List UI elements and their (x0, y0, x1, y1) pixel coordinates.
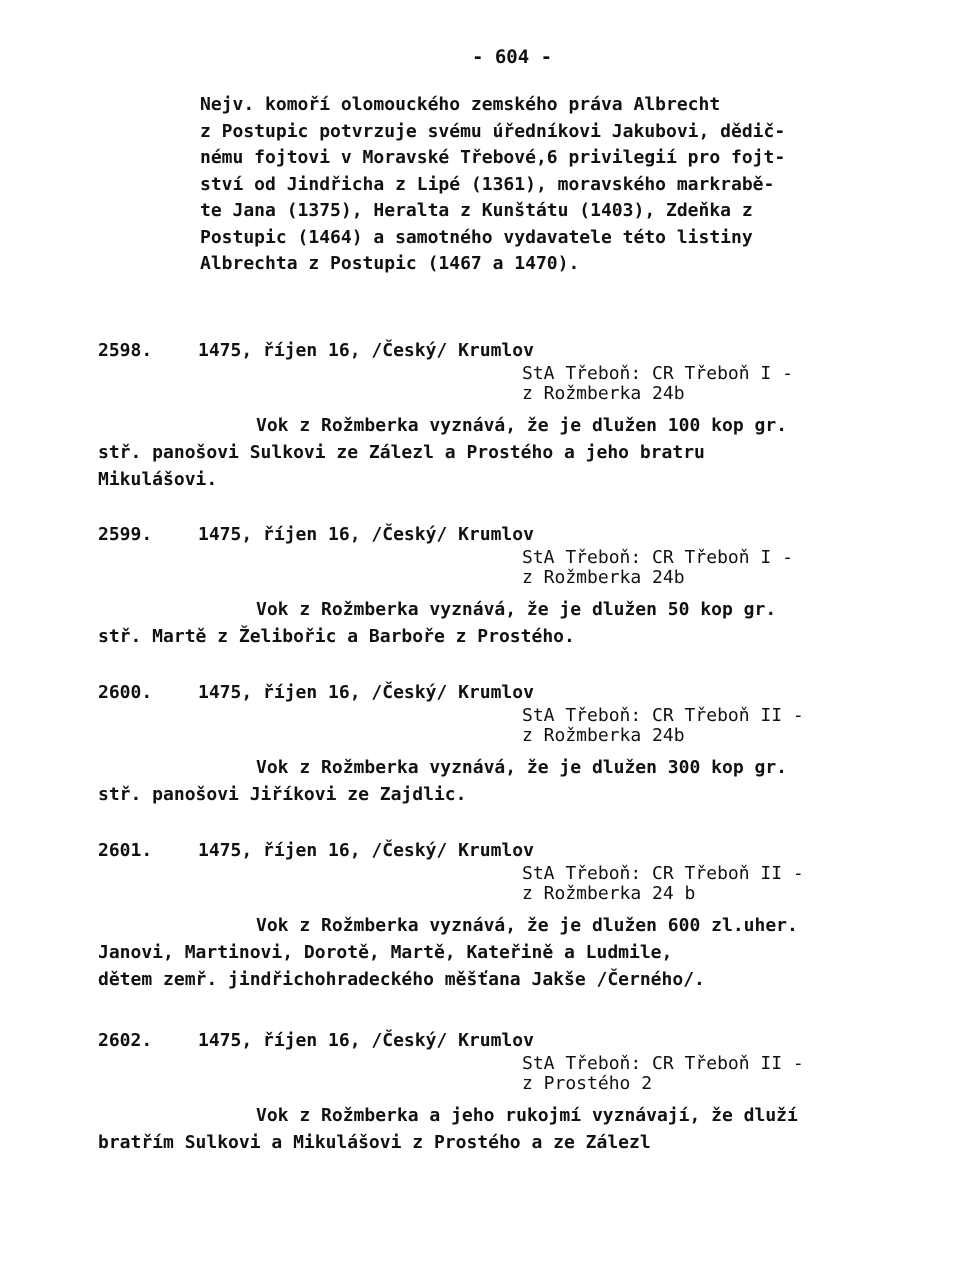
archive-reference (522, 548, 898, 588)
entry-text (98, 754, 898, 808)
entry-text-line: Janovi, Martinovi, Dorotě, Martě, Kateřině a Ludmile, (98, 942, 673, 963)
archive-reference (522, 364, 898, 404)
entry-text-line: Vok z Rožmberka a jeho rukojmí vyznávají, že dluží (256, 1105, 798, 1126)
entry-date-place: 1475, říjen 16, /Český/ Krumlov (198, 840, 534, 861)
entry-text-line: dětem zemř. jindřichohradeckého měšťana Jakše /Černého/. (98, 969, 705, 990)
entry-number: 2600. (98, 682, 153, 703)
intro-line: z Postupic potvrzuje svému úředníkovi Jakubovi, dědič- (200, 120, 786, 142)
archive-line: z Rožmberka 24b (522, 383, 685, 404)
archive-line: StA Třeboň: CR Třeboň II - (522, 863, 804, 884)
entry-2601 (98, 838, 898, 993)
entry-text-line: stř. panošovi Sulkovi ze Zálezl a Prostého a jeho bratru (98, 442, 705, 463)
intro-paragraph (200, 92, 880, 278)
entry-date-place: 1475, říjen 16, /Český/ Krumlov (198, 340, 534, 361)
entry-2602 (98, 1028, 898, 1156)
entry-text (98, 1102, 898, 1156)
archive-line: z Prostého 2 (522, 1073, 653, 1094)
entry-text (98, 412, 898, 493)
entry-head (98, 522, 898, 548)
entry-head (98, 680, 898, 706)
entry-number: 2599. (98, 524, 153, 545)
entry-text-line: stř. Martě z Želibořic a Barboře z Prostého. (98, 626, 575, 647)
archive-reference (522, 1054, 898, 1094)
entry-date-place: 1475, říjen 16, /Český/ Krumlov (198, 682, 534, 703)
archive-reference (522, 864, 898, 904)
intro-line: Albrechta z Postupic (1467 a 1470). (200, 253, 580, 274)
entry-text (98, 596, 898, 650)
archive-line: z Rožmberka 24 b (522, 883, 696, 904)
archive-line: StA Třeboň: CR Třeboň II - (522, 705, 804, 726)
archive-reference (522, 706, 898, 746)
entry-text-line: bratřím Sulkovi a Mikulášovi z Prostého a ze Zálezl (98, 1132, 651, 1153)
entry-text-line: Vok z Rožmberka vyznává, že je dlužen 600 zl.uher. (256, 915, 798, 936)
intro-line: Postupic (1464) a samotného vydavatele této listiny (200, 226, 753, 248)
entry-text-line: Vok z Rožmberka vyznává, že je dlužen 100 kop gr. (256, 415, 788, 436)
archive-line: StA Třeboň: CR Třeboň II - (522, 1053, 804, 1074)
entry-text-line: Mikulášovi. (98, 469, 218, 490)
archive-line: StA Třeboň: CR Třeboň I - (522, 363, 793, 384)
entry-2599 (98, 522, 898, 650)
archive-line: z Rožmberka 24b (522, 725, 685, 746)
entry-2598 (98, 338, 898, 493)
entry-2600 (98, 680, 898, 808)
archive-line: z Rožmberka 24b (522, 567, 685, 588)
intro-line: ství od Jindřicha z Lipé (1361), moravského markrabě- (200, 173, 775, 195)
intro-line: Nejv. komoří olomouckého zemského práva Albrecht (200, 94, 721, 115)
entry-text-line: stř. panošovi Jiříkovi ze Zajdlic. (98, 784, 467, 805)
entry-text-line: Vok z Rožmberka vyznává, že je dlužen 300 kop gr. (256, 757, 788, 778)
intro-line: nému fojtovi v Moravské Třebové,6 privilegií pro fojt- (200, 147, 786, 168)
entry-text (98, 912, 898, 993)
entry-text-line: Vok z Rožmberka vyznává, že je dlužen 50 kop gr. (256, 599, 777, 620)
intro-line: te Jana (1375), Heralta z Kunštátu (1403), Zdeňka z (200, 200, 753, 221)
entry-number: 2602. (98, 1030, 153, 1051)
page-number: - 604 - (471, 46, 553, 68)
entry-date-place: 1475, říjen 16, /Český/ Krumlov (198, 524, 534, 545)
entry-date-place: 1475, říjen 16, /Český/ Krumlov (198, 1030, 534, 1051)
entry-head (98, 338, 898, 364)
entry-number: 2601. (98, 840, 153, 861)
archive-line: StA Třeboň: CR Třeboň I - (522, 547, 793, 568)
entry-head (98, 1028, 898, 1054)
entry-head (98, 838, 898, 864)
entry-number: 2598. (98, 340, 153, 361)
